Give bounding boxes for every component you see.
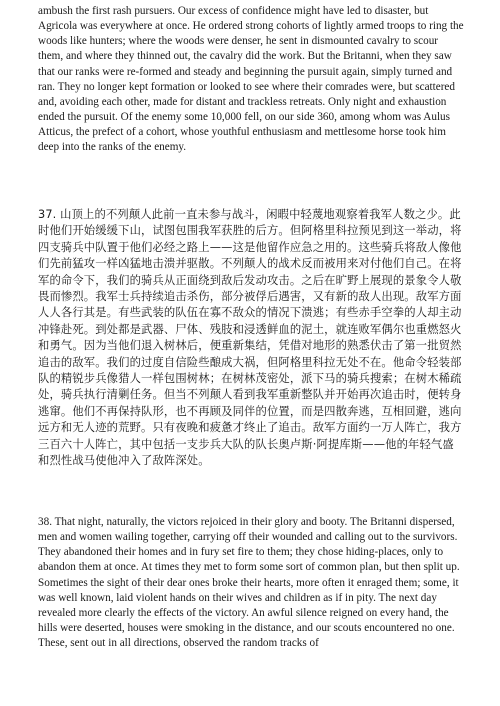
paragraph-english-ch36-end: ambush the first rash pursuers. Our excess of confidence might have led to disaster, but Agricola was everywhere at once. He ordered strong cohorts of lightly armed troops to ring the woods like hunters; where the woods were denser, he sent in dismounted cavalry to scour them, and where they thinned out, the cavalry did the work. But the Britanni, when they saw that our ranks were re-formed and steady and beginning the pursuit again, simply turned and ran. They no longer kept formation or looked to see where their comrades were, but scattered and, avoiding each other, made for distant and trackless retreats. Only night and exhaustion ended the pursuit. Of the enemy some 10,000 fell, on our side 360, among whom was Aulus Atticus, the prefect of a cohort, whose youthful enthusiasm and mettlesome horse took him deep into the ranks of the enemy. <box>38 5 464 154</box>
paragraph-chinese-ch37: 37. 山顶上的不列颠人此前一直未参与战斗，闲暇中轻蔑地观察着我军人数之少。此时他们开始缓缓下山，试图包围我军获胜的后方。但阿格里科拉预见到这一举动，将四支骑兵中队置于他们必经之路上——这是他留作应急之用的。这些骑兵将敌人像他们先前猛攻一样凶猛地击溃并驱散。不列颠人的战术反而被用来对付他们自己。在将军的命令下，我们的骑兵从正面绕到敌后发动攻击。之后在旷野上展现的景象令人敬畏而惨烈。我军士兵持续追击杀伤，部分被俘后遇害，又有新的敌人出现。敌军方面人人各行其是。有些武装的队伍在寡不敌众的情况下溃逃；有些赤手空拳的人却主动冲锋赴死。到处都是武器、尸体、残肢和浸透鲜血的泥土，就连败军偶尔也重燃怒火和勇气。因为当他们退入树林后，便重新集结，凭借对地形的熟悉伏击了第一批贸然追击的敌军。我们的过度自信险些酿成大祸，但阿格里科拉无处不在。他命令轻装部队的精锐步兵像猎人一样包围树林；在树林茂密处，派下马的骑兵搜索；在树木稀疏处，骑兵执行清剿任务。但当不列颠人看到我军重新整队并开始再次追击时，便转身逃窜。他们不再保持队形，也不再顾及同伴的位置，而是四散奔逃，互相回避，逃向远方和无人迹的荒野。只有夜晚和疲惫才终止了追击。敌军方面约一万人阵亡，我方三百六十人阵亡，其中包括一支步兵大队的队长奥卢斯·阿提库斯——他的年轻气盛和烈性战马使他冲入了敌阵深处。 <box>38 208 462 468</box>
paragraph-english-ch38: 38. That night, naturally, the victors rejoiced in their glory and booty. The Britanni dispersed, men and women wailing together, carrying off their wounded and calling out to the survivors. They abandoned their homes and in fury set fire to them; they chose hiding-places, only to abandon them at once. At times they met to form some sort of common plan, but then split up. Sometimes the sight of their dear ones broke their hearts, more often it enraged them; some, it was well known, laid violent hands on their wives and children as if in pity. The next day revealed more clearly the effects of the victory. An awful silence reigned on every hand, the hills were deserted, houses were smoking in the distance, and our scouts encountered no one. These, sent out in all directions, observed the random tracks of <box>38 516 460 650</box>
